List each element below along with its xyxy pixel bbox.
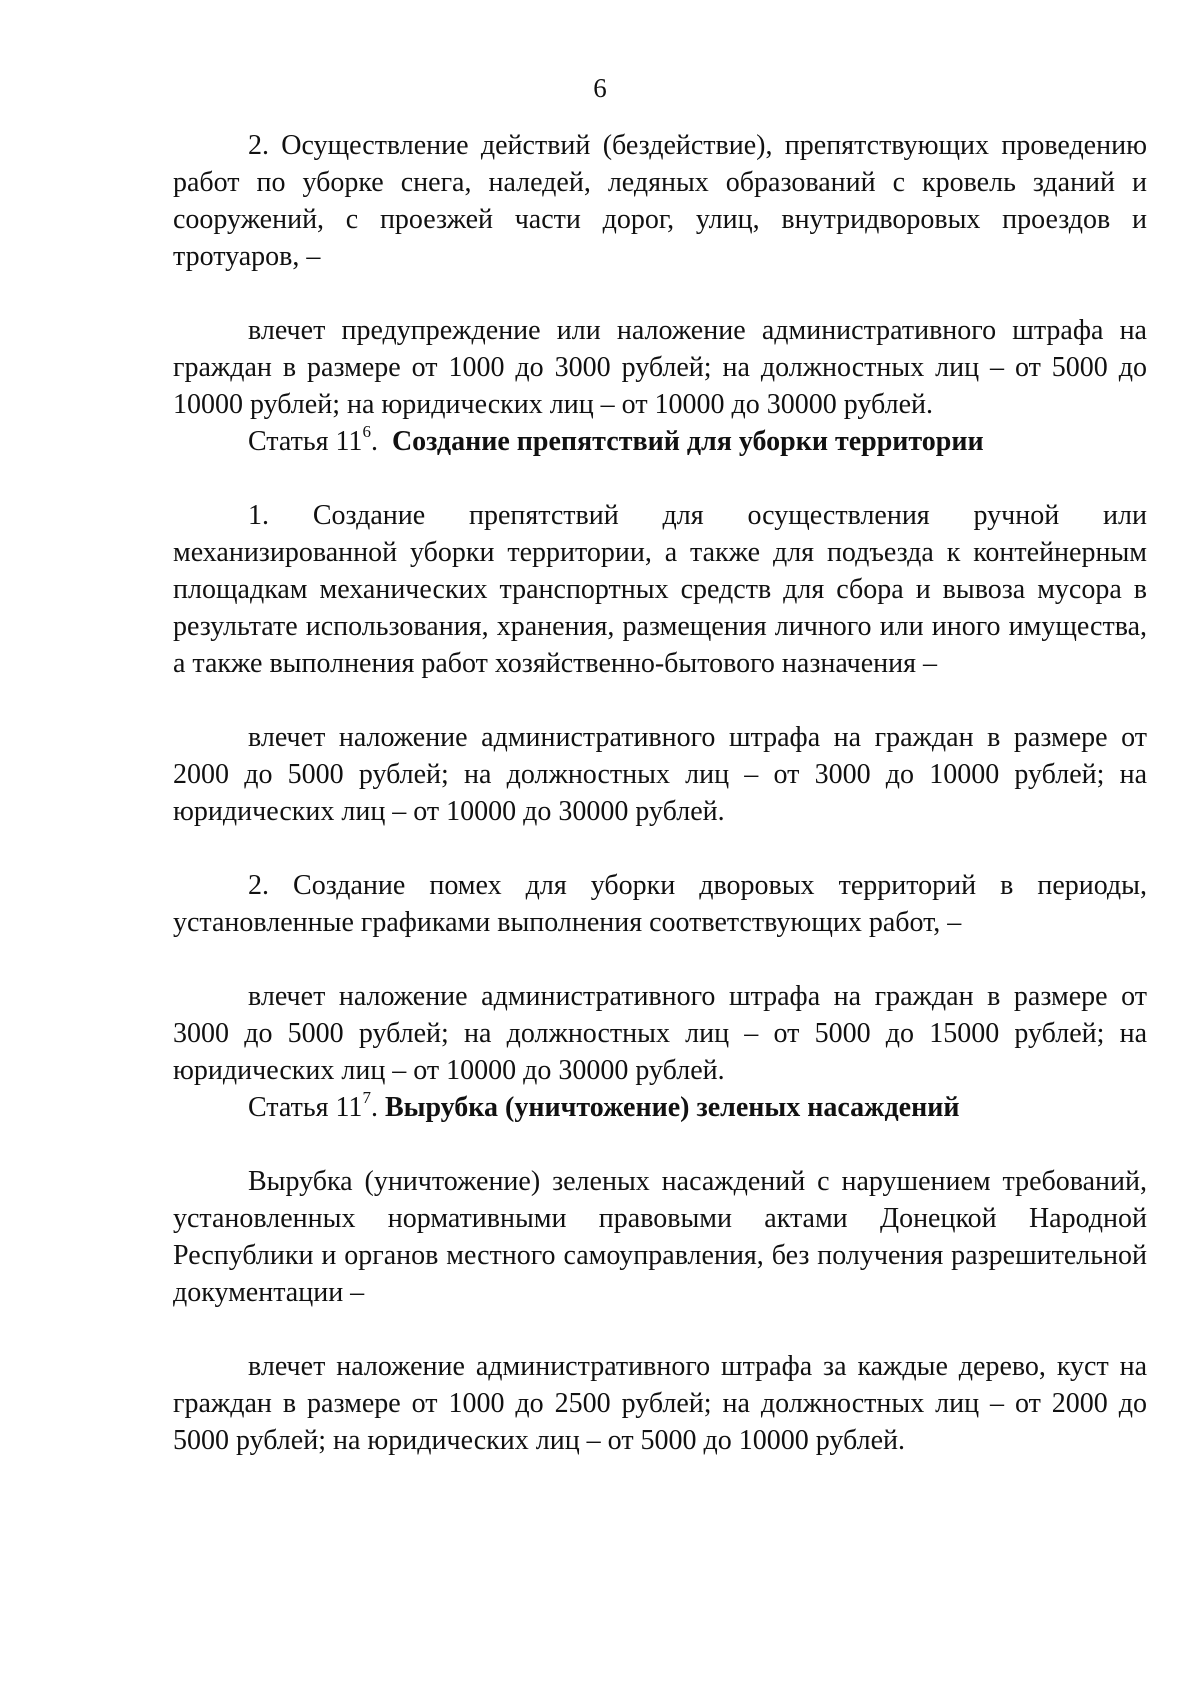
paragraph-yard-cleaning-interference: 2. Создание помех для уборки дворовых территорий в периоды, установленные графиками выполнения соответствующих работ, – <box>173 870 1147 938</box>
article-11-7-prefix: Статья 11 <box>248 1092 363 1123</box>
paragraph-cleaning-obstruction: 1. Создание препятствий для осуществления ручной или механизированной уборки территории, а также для подъезда к контейнерным площадкам механических транспортных средств для сбора и вывоза мусора в результате использования, хранения, размещения личного или иного имущества, а также выполнения работ хозяйственно-бытового назначения – <box>173 500 1147 679</box>
paragraph-tree-felling-penalty: влечет наложение административного штрафа за каждые дерево, куст на граждан в размере от 1000 до 2500 рублей; на должностных лиц – от 2000 до 5000 рублей; на юридических лиц – от 5000 до 10000 рублей. <box>173 1351 1147 1456</box>
paragraph-snow-removal-penalty: влечет предупреждение или наложение административного штрафа на граждан в размере от 1000 до 3000 рублей; на должностных лиц – от 5000 до 10000 рублей; на юридических лиц – от 10000 до 30000 рублей. <box>173 315 1147 420</box>
paragraph-tree-felling: Вырубка (уничтожение) зеленых насаждений с нарушением требований, установленных нормативными правовыми актами Донецкой Народной Республики и органов местного самоуправления, без получения разрешительной документации – <box>173 1166 1147 1308</box>
article-11-6-title: Создание препятствий для уборки территории <box>391 426 984 457</box>
article-11-6-prefix: Статья 11 <box>248 426 363 457</box>
paragraph-yard-cleaning-penalty: влечет наложение административного штрафа на граждан в размере от 3000 до 5000 рублей; на должностных лиц – от 5000 до 15000 рублей; на юридических лиц – от 10000 до 30000 рублей. <box>173 981 1147 1086</box>
article-11-7-heading <box>173 1089 1147 1126</box>
article-11-6-dot: . <box>370 426 378 457</box>
article-11-7-superscript: 7 <box>362 1087 371 1107</box>
paragraph-snow-removal-obstruction: 2. Осуществление действий (бездействие), препятствующих проведению работ по уборке снега, наледей, ледяных образований с кровель зданий и сооружений, с проезжей части дорог, улиц, внутридворовых проездов и тротуаров, – <box>173 130 1147 272</box>
article-11-7-dot: . <box>370 1092 378 1123</box>
article-11-6-heading <box>173 423 1147 460</box>
paragraph-cleaning-obstruction-penalty: влечет наложение административного штрафа на граждан в размере от 2000 до 5000 рублей; на должностных лиц – от 3000 до 10000 рублей; на юридических лиц – от 10000 до 30000 рублей. <box>173 722 1147 827</box>
page-number: 6 <box>593 73 607 103</box>
article-11-7-title: Вырубка (уничтожение) зеленых насаждений <box>384 1092 960 1123</box>
article-11-6-superscript: 6 <box>362 421 371 441</box>
document-body <box>173 127 1147 1459</box>
